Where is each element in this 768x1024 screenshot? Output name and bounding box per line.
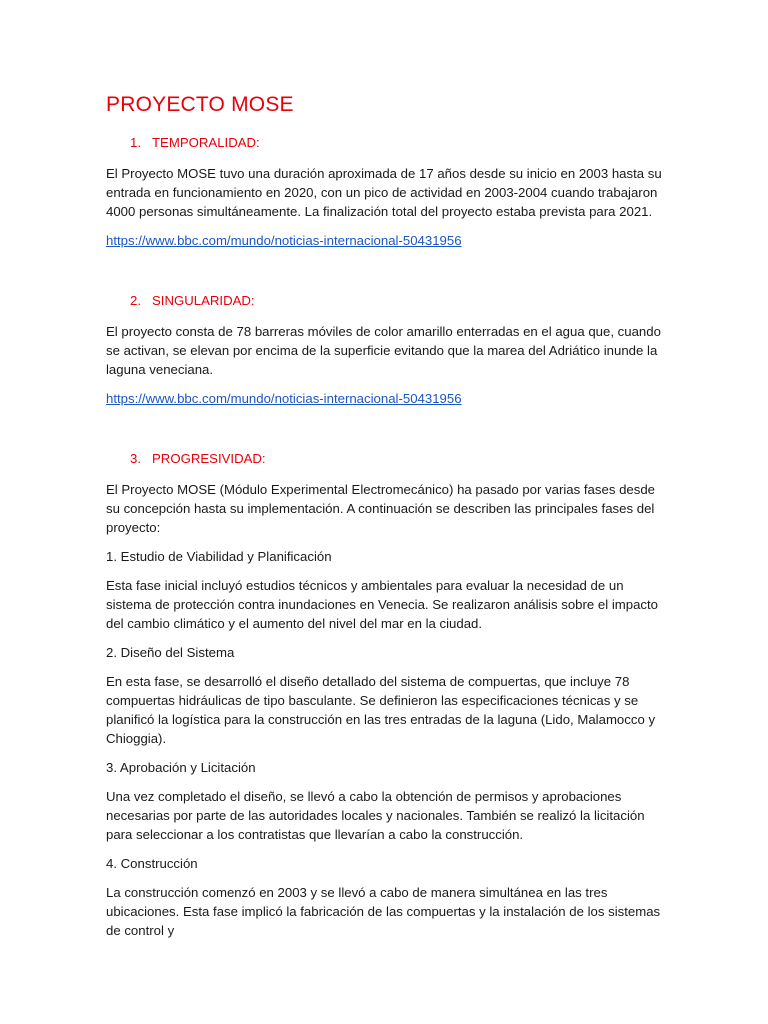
section-heading-label: PROGRESIVIDAD: [152, 451, 266, 466]
section-heading-label: TEMPORALIDAD: [152, 135, 260, 150]
phase-title: 2. Diseño del Sistema [106, 645, 235, 660]
document-title: PROYECTO MOSE [106, 93, 294, 116]
phase-text: La construcción comenzó en 2003 y se llevó a cabo de manera simultánea en las tres ubicaciones. Esta fase implicó la fabricación de las compuertas y la instalación de los sistemas de control y [106, 885, 661, 938]
source-link[interactable]: https://www.bbc.com/mundo/noticias-internacional-50431956 [106, 233, 462, 248]
section-heading-progresividad [106, 450, 668, 468]
section-number: 2. [130, 293, 141, 308]
section-heading-singularidad [106, 292, 668, 310]
section-number: 3. [130, 451, 141, 466]
phase-text: Esta fase inicial incluyó estudios técnicos y ambientales para evaluar la necesidad de un sistema de protección contra inundaciones en Venecia. Se realizaron análisis sobre el impacto del cambio climático y el aumento del nivel del mar en la ciudad. [106, 578, 658, 631]
section-heading-label: SINGULARIDAD: [152, 293, 255, 308]
section-intro: El Proyecto MOSE (Módulo Experimental Electromecánico) ha pasado por varias fases desde su concepción hasta su implementación. A continuación se describen las principales fases del proyecto: [106, 482, 656, 535]
phase-title: 4. Construcción [106, 856, 198, 871]
section-paragraph: El proyecto consta de 78 barreras móviles de color amarillo enterradas en el agua que, cuando se activan, se elevan por encima de la superficie evitando que la marea del Adriático inunde la laguna veneciana. [106, 324, 661, 377]
section-heading-temporalidad [106, 134, 668, 152]
source-link[interactable]: https://www.bbc.com/mundo/noticias-internacional-50431956 [106, 391, 462, 406]
section-paragraph: El Proyecto MOSE tuvo una duración aproximada de 17 años desde su inicio en 2003 hasta su entrada en funcionamiento en 2020, con un pico de actividad en 2003-2004 cuando trabajaron 4000 personas simultáneamente. La finalización total del proyecto estaba prevista para 2021. [106, 166, 662, 219]
phase-title: 1. Estudio de Viabilidad y Planificación [106, 549, 332, 564]
section-number: 1. [130, 135, 141, 150]
phase-text: En esta fase, se desarrolló el diseño detallado del sistema de compuertas, que incluye 78 compuertas hidráulicas de tipo basculante. Se definieron las especificaciones técnicas y se planificó la logística para la construcción en las tres entradas de la laguna (Lido, Malamocco y Chioggia). [106, 674, 656, 746]
phase-text: Una vez completado el diseño, se llevó a cabo la obtención de permisos y aprobaciones necesarias por parte de las autoridades locales y nacionales. También se realizó la licitación para seleccionar a los contratistas que llevarían a cabo la construcción. [106, 789, 645, 842]
phase-title: 3. Aprobación y Licitación [106, 760, 256, 775]
